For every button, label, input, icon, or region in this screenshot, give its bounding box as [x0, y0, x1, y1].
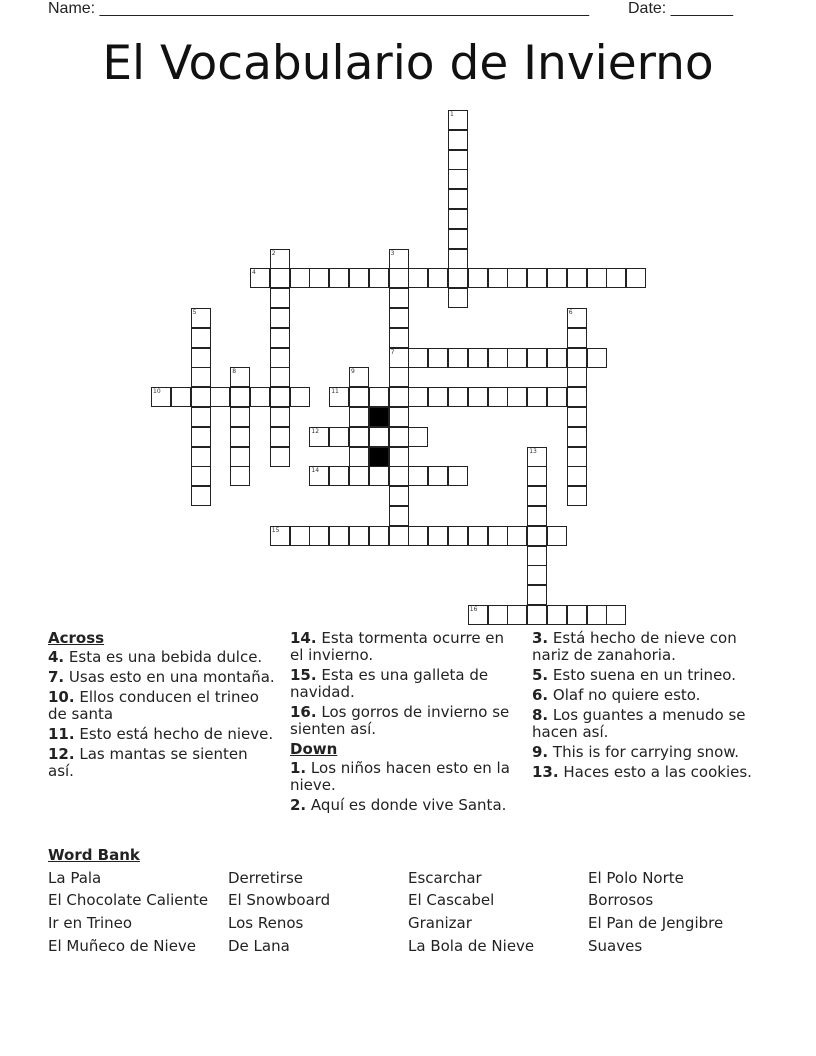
crossword-cell[interactable]: [527, 486, 547, 506]
crossword-cell[interactable]: [507, 387, 527, 407]
crossword-cell[interactable]: [389, 447, 409, 467]
crossword-cell[interactable]: [250, 387, 270, 407]
crossword-cell[interactable]: [349, 447, 369, 467]
crossword-cell[interactable]: [349, 466, 369, 486]
crossword-cell[interactable]: [567, 268, 587, 288]
crossword-cell[interactable]: [606, 605, 626, 625]
crossword-cell[interactable]: [428, 526, 448, 546]
crossword-cell[interactable]: [349, 407, 369, 427]
crossword-cell[interactable]: [171, 387, 191, 407]
crossword-cell[interactable]: [408, 526, 428, 546]
word-bank-item: Escarchar: [408, 869, 482, 887]
crossword-cell[interactable]: [389, 526, 409, 546]
clue-text: Ellos conducen el trineo de santa: [48, 688, 259, 723]
crossword-cell[interactable]: [329, 268, 349, 288]
crossword-cell[interactable]: [527, 348, 547, 368]
clue-item: [48, 649, 278, 666]
crossword-cell[interactable]: [587, 268, 607, 288]
crossword-cell[interactable]: [488, 348, 508, 368]
crossword-cell[interactable]: [448, 150, 468, 170]
crossword-cell[interactable]: [448, 288, 468, 308]
crossword-cell[interactable]: [428, 387, 448, 407]
clue-item: [290, 704, 520, 738]
clue-number: 9: [351, 368, 355, 376]
crossword-cell[interactable]: [567, 328, 587, 348]
crossword-cell[interactable]: [369, 466, 389, 486]
clue-text: Los gorros de invierno se sienten así.: [290, 703, 510, 738]
crossword-cell[interactable]: [369, 526, 389, 546]
word-bank-item: El Snowboard: [228, 891, 331, 909]
clue-number: 8: [232, 368, 237, 376]
crossword-cell[interactable]: [270, 387, 290, 407]
crossword-cell[interactable]: [567, 367, 587, 387]
crossword-cell[interactable]: [527, 585, 547, 605]
crossword-cell[interactable]: [270, 407, 290, 427]
crossword-cell[interactable]: [290, 387, 310, 407]
clue-text: Las mantas se sienten así.: [48, 745, 248, 780]
crossword-cell[interactable]: [547, 348, 567, 368]
clue-text: Aquí es donde vive Santa.: [310, 796, 507, 814]
clue-text: Los guantes a menudo se hacen así.: [532, 706, 746, 741]
crossword-cell[interactable]: [587, 605, 607, 625]
crossword-cell[interactable]: [369, 268, 389, 288]
crossword-cell[interactable]: [270, 348, 290, 368]
crossword-cell[interactable]: [191, 387, 211, 407]
word-bank-item: El Cascabel: [408, 891, 495, 909]
crossword-cell[interactable]: [270, 308, 290, 328]
crossword-cell[interactable]: [547, 605, 567, 625]
crossword-cell[interactable]: [270, 447, 290, 467]
clue-number: 1: [450, 111, 454, 118]
clue-num-label: 12.: [48, 745, 75, 763]
crossword-cell[interactable]: [587, 348, 607, 368]
crossword-cell[interactable]: [191, 348, 211, 368]
clue-number: 14: [311, 467, 320, 475]
crossword-cell[interactable]: [527, 387, 547, 407]
crossword-cell[interactable]: [349, 526, 369, 546]
crossword-cell[interactable]: [270, 288, 290, 308]
clue-num-label: 6.: [532, 686, 549, 704]
crossword-cell[interactable]: [191, 427, 211, 447]
clue-number: 2: [271, 249, 276, 257]
crossword-cell[interactable]: [389, 407, 409, 427]
crossword-cell[interactable]: [290, 526, 310, 546]
crossword-cell[interactable]: [389, 308, 409, 328]
clue-number: 16: [469, 606, 478, 613]
crossword-cell[interactable]: [408, 348, 428, 368]
word-bank-item: El Polo Norte: [588, 869, 684, 887]
page-title: El Vocabulario de Invierno: [102, 36, 714, 91]
crossword-cell[interactable]: [468, 387, 488, 407]
crossword-cell[interactable]: [567, 348, 587, 368]
crossword-cell[interactable]: [448, 229, 468, 249]
crossword-cell[interactable]: [369, 387, 389, 407]
clue-num-label: 8.: [532, 706, 549, 724]
clue-number: 5: [192, 309, 197, 316]
clue-number: 15: [271, 526, 280, 534]
crossword-cell[interactable]: [389, 506, 409, 526]
clue-number: 10: [153, 388, 161, 396]
crossword-cell[interactable]: [191, 486, 211, 506]
clue-num-label: 14.: [290, 629, 317, 647]
clue-num-label: 5.: [532, 666, 549, 684]
crossword-cell[interactable]: [389, 427, 409, 447]
clue-item: [48, 746, 278, 780]
clues-column-1: [48, 630, 278, 783]
clue-item: [290, 667, 520, 701]
clue-text: Esto está hecho de nieve.: [79, 725, 274, 743]
name-field-label[interactable]: Name: _______________________________________________________: [48, 0, 589, 17]
crossword-cell[interactable]: [389, 328, 409, 348]
clue-item: [290, 760, 520, 794]
crossword-cell[interactable]: [309, 268, 329, 288]
clue-item: [532, 667, 762, 684]
crossword-cell[interactable]: [527, 546, 547, 566]
crossword-cell[interactable]: [290, 268, 310, 288]
crossword-cell[interactable]: [349, 427, 369, 447]
crossword-cell[interactable]: [408, 387, 428, 407]
crossword-black-cell: [369, 407, 389, 427]
crossword-black-cell: [369, 447, 389, 467]
crossword-cell[interactable]: [389, 387, 409, 407]
crossword-cell[interactable]: [270, 367, 290, 387]
clue-item: [532, 687, 762, 704]
crossword-cell[interactable]: [191, 367, 211, 387]
clue-num-label: 16.: [290, 703, 317, 721]
crossword-cell[interactable]: [408, 427, 428, 447]
crossword-cell[interactable]: [567, 427, 587, 447]
crossword-cell[interactable]: [191, 466, 211, 486]
crossword-cell[interactable]: [349, 387, 369, 407]
clue-item: [532, 744, 762, 761]
word-bank-item: La Bola de Nieve: [408, 937, 535, 955]
crossword-cell[interactable]: [428, 466, 448, 486]
crossword-cell[interactable]: [270, 268, 290, 288]
crossword-cell[interactable]: [488, 387, 508, 407]
crossword-cell[interactable]: [507, 348, 527, 368]
crossword-cell[interactable]: [527, 466, 547, 486]
crossword-cell[interactable]: [191, 328, 211, 348]
crossword-cell[interactable]: [270, 328, 290, 348]
crossword-cell[interactable]: [369, 427, 389, 447]
crossword-cell[interactable]: [389, 367, 409, 387]
crossword-cell[interactable]: [408, 466, 428, 486]
crossword-cell[interactable]: [230, 407, 250, 427]
clue-item: [48, 726, 278, 743]
crossword-cell[interactable]: [527, 605, 547, 625]
clue-number: 7: [390, 348, 395, 356]
crossword-cell[interactable]: [448, 348, 468, 368]
clue-num-label: 4.: [48, 648, 65, 666]
clues-column-2: [290, 630, 520, 817]
clues-column-3: [532, 630, 762, 784]
clue-text: Haces esto a las cookies.: [563, 763, 752, 781]
crossword-cell[interactable]: [230, 387, 250, 407]
word-bank-title: Word Bank: [48, 846, 140, 864]
crossword-cell[interactable]: [567, 486, 587, 506]
clue-text: Esto suena en un trineo.: [552, 666, 736, 684]
word-bank-item: Ir en Trineo: [48, 914, 133, 932]
crossword-cell[interactable]: [408, 268, 428, 288]
crossword-cell[interactable]: [230, 447, 250, 467]
crossword-cell[interactable]: [547, 387, 567, 407]
crossword-cell[interactable]: [468, 268, 488, 288]
crossword-cell[interactable]: [448, 189, 468, 209]
clue-number: 13: [529, 447, 537, 455]
word-bank-item: La Pala: [48, 869, 102, 887]
clue-text: Está hecho de nieve con nariz de zanahoria.: [532, 629, 737, 664]
clue-text: Esta tormenta ocurre en el invierno.: [290, 629, 505, 664]
crossword-cell[interactable]: [329, 526, 349, 546]
crossword-cell[interactable]: [448, 268, 468, 288]
word-bank-item: Los Renos: [228, 914, 304, 932]
clue-num-label: 13.: [532, 763, 559, 781]
crossword-cell[interactable]: [230, 427, 250, 447]
word-bank-item: De Lana: [228, 937, 290, 955]
crossword-cell[interactable]: [448, 466, 468, 486]
word-bank-item: El Muñeco de Nieve: [48, 937, 197, 955]
crossword-cell[interactable]: [349, 268, 369, 288]
crossword-cell[interactable]: [567, 447, 587, 467]
crossword-cell[interactable]: [606, 268, 626, 288]
clue-text: Los niños hacen esto en la nieve.: [290, 759, 510, 794]
crossword-cell[interactable]: [567, 466, 587, 486]
clue-item: [532, 707, 762, 741]
crossword-cell[interactable]: [626, 268, 646, 288]
crossword-cell[interactable]: [448, 169, 468, 189]
clue-item: [290, 630, 520, 664]
clue-text: Esta es una galleta de navidad.: [290, 666, 489, 701]
date-field-label[interactable]: Date: _______: [628, 0, 733, 17]
crossword-cell[interactable]: [488, 605, 508, 625]
crossword-cell[interactable]: [567, 605, 587, 625]
crossword-cell[interactable]: [567, 407, 587, 427]
clue-number: 6: [568, 309, 573, 316]
clue-num-label: 7.: [48, 668, 65, 686]
crossword-cell[interactable]: [389, 486, 409, 506]
clue-item: [290, 797, 520, 814]
crossword-cell[interactable]: [527, 565, 547, 585]
clue-text: Usas esto en una montaña.: [68, 668, 275, 686]
across-heading: Across: [48, 629, 105, 647]
clue-num-label: 1.: [290, 759, 307, 777]
clue-num-label: 3.: [532, 629, 549, 647]
crossword-cell[interactable]: [448, 526, 468, 546]
word-bank-item: El Chocolate Caliente: [48, 891, 209, 909]
crossword-cell[interactable]: [329, 427, 349, 447]
clue-number: 11: [331, 388, 339, 396]
clue-num-label: 11.: [48, 725, 75, 743]
word-bank-item: Granizar: [408, 914, 472, 932]
crossword-cell[interactable]: [428, 268, 448, 288]
crossword-cell[interactable]: [547, 268, 567, 288]
crossword-cell[interactable]: [547, 526, 567, 546]
crossword-cell[interactable]: [309, 526, 329, 546]
down-heading: Down: [290, 740, 338, 758]
clue-item: [48, 689, 278, 723]
clue-num-label: 15.: [290, 666, 317, 684]
crossword-cell[interactable]: [270, 427, 290, 447]
crossword-cell[interactable]: [507, 268, 527, 288]
crossword-cell[interactable]: [507, 526, 527, 546]
crossword-cell[interactable]: [389, 268, 409, 288]
crossword-cell[interactable]: [448, 209, 468, 229]
clue-num-label: 10.: [48, 688, 75, 706]
clue-text: Olaf no quiere esto.: [552, 686, 701, 704]
clue-num-label: 9.: [532, 743, 549, 761]
crossword-cell[interactable]: [230, 466, 250, 486]
crossword-cell[interactable]: [488, 526, 508, 546]
crossword-cell[interactable]: [527, 526, 547, 546]
crossword-cell[interactable]: [488, 268, 508, 288]
word-bank-item: El Pan de Jengibre: [588, 914, 724, 932]
crossword-cell[interactable]: [191, 407, 211, 427]
crossword-cell[interactable]: [567, 387, 587, 407]
crossword-cell[interactable]: [428, 348, 448, 368]
clue-num-label: 2.: [290, 796, 307, 814]
crossword-cell[interactable]: [448, 249, 468, 269]
word-bank-item: Derretirse: [228, 869, 304, 887]
clue-item: [532, 630, 762, 664]
crossword-cell[interactable]: [389, 466, 409, 486]
clue-text: This is for carrying snow.: [552, 743, 739, 761]
crossword-cell[interactable]: [468, 526, 488, 546]
crossword-cell[interactable]: [389, 288, 409, 308]
clue-item: [48, 669, 278, 686]
crossword-cell[interactable]: [329, 466, 349, 486]
clue-item: [532, 764, 762, 781]
word-bank-item: Borrosos: [588, 891, 654, 909]
word-bank-item: Suaves: [588, 937, 643, 955]
crossword-cell[interactable]: [527, 506, 547, 526]
crossword-cell[interactable]: [468, 348, 488, 368]
clue-number: 3: [390, 249, 395, 257]
crossword-cell[interactable]: [527, 268, 547, 288]
crossword-cell[interactable]: [191, 447, 211, 467]
crossword-cell[interactable]: [507, 605, 527, 625]
clue-number: 12: [311, 427, 320, 435]
clue-number: 4: [252, 269, 256, 277]
clue-text: Esta es una bebida dulce.: [68, 648, 263, 666]
crossword-cell[interactable]: [448, 130, 468, 150]
crossword-cell[interactable]: [210, 387, 230, 407]
crossword-cell[interactable]: [448, 387, 468, 407]
